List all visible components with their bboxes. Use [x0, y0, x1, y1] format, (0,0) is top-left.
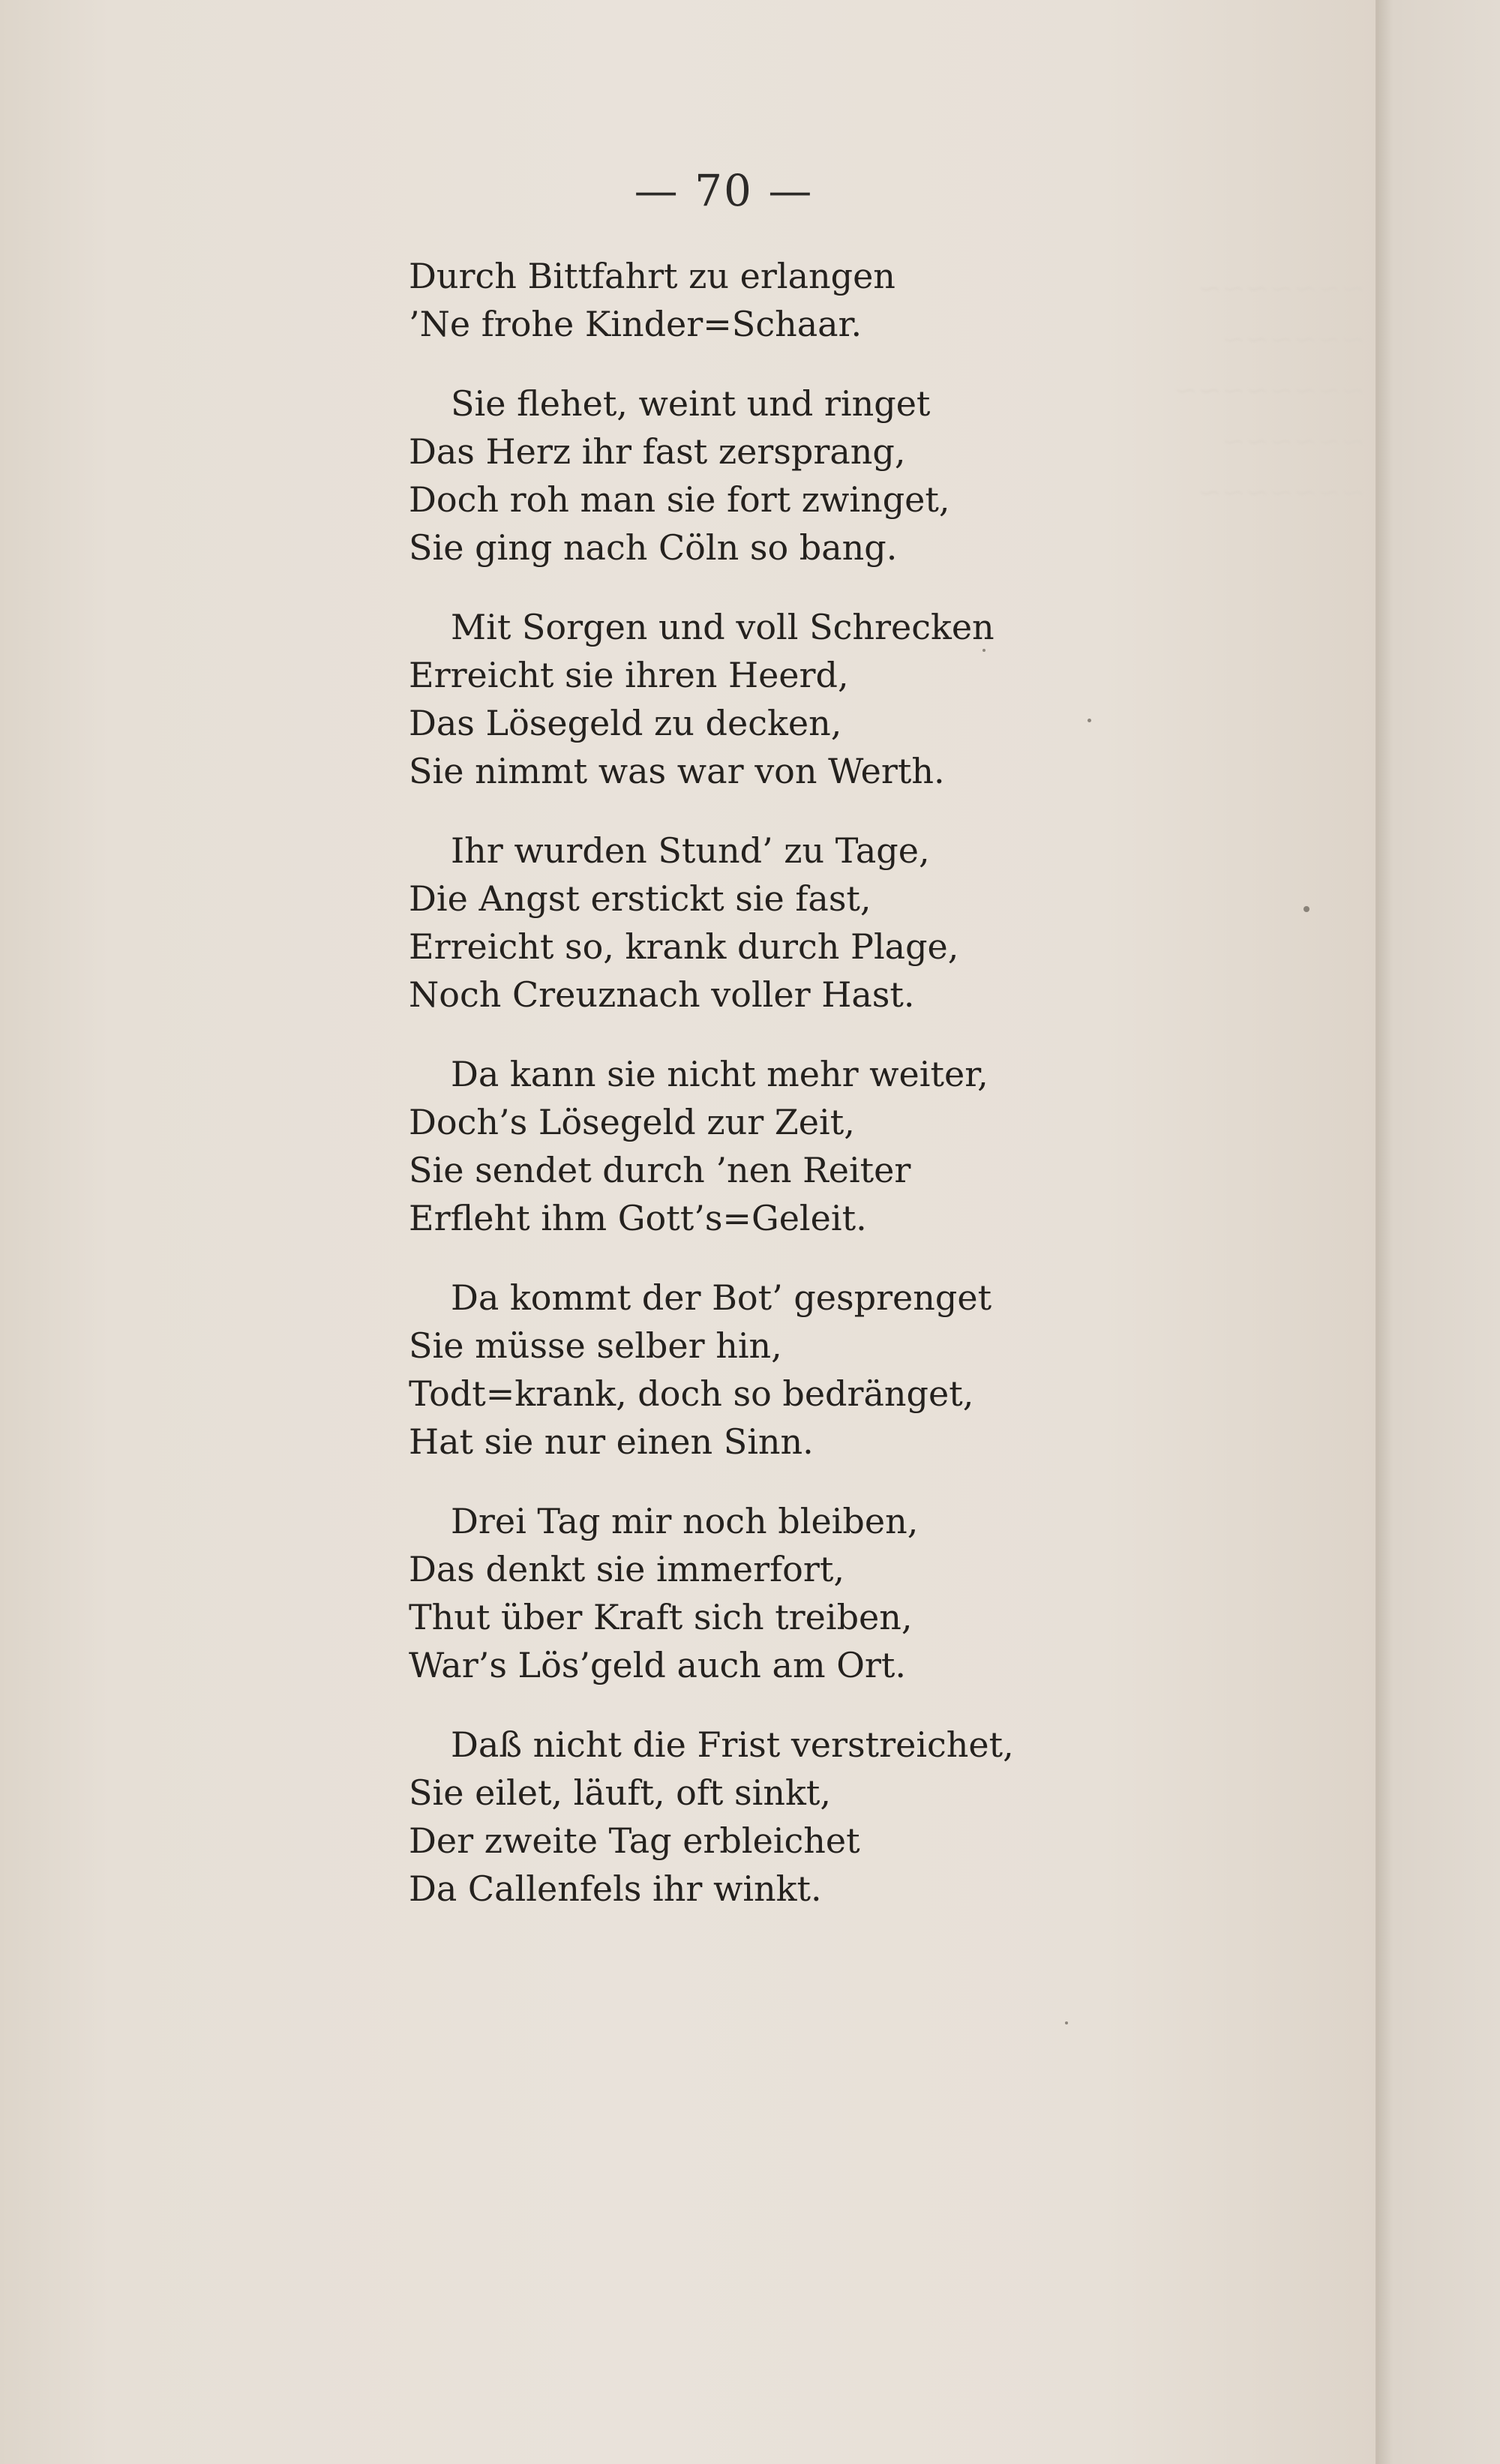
poem-line: Mit Sorgen und voll Schrecken: [451, 607, 994, 647]
poem-line: Sie eilet, läuft, oft sinkt,: [409, 1772, 831, 1813]
poem-line: Das denkt sie immerfort,: [409, 1549, 844, 1589]
poem-line: Erreicht sie ihren Heerd,: [409, 655, 849, 695]
poem-line: Erfleht ihm Gott’s=Geleit.: [409, 1198, 867, 1238]
poem-line: Todt=krank, doch so bedränget,: [409, 1373, 974, 1414]
poem-line: Das Herz ihr fast zersprang,: [409, 431, 906, 472]
poem-line: Sie müsse selber hin,: [409, 1325, 782, 1366]
poem-line: Daß nicht die Frist verstreichet,: [451, 1724, 1014, 1765]
next-page-edge: [1378, 0, 1500, 2464]
poem-line: Durch Bittfahrt zu erlangen: [409, 256, 896, 296]
poem-line: Ihr wurden Stund’ zu Tage,: [451, 830, 930, 871]
poem-line: Da kann sie nicht mehr weiter,: [451, 1054, 988, 1094]
poem-line: Das Lösegeld zu decken,: [409, 703, 842, 743]
poem-line: Der zweite Tag erbleichet: [409, 1820, 860, 1861]
poem-line: Noch Creuznach voller Hast.: [409, 974, 915, 1015]
poem-line: Doch’s Lösegeld zur Zeit,: [409, 1102, 855, 1142]
stanza-2: [409, 380, 1309, 572]
poem-line: Die Angst erstickt sie fast,: [409, 878, 872, 919]
stanza-4: [409, 827, 1309, 1019]
paper-speck: [1065, 2021, 1068, 2024]
stanza-8: [409, 1721, 1309, 1913]
show-through-text: ~~~~~~~ ~~~~~~ ~~~~~~~~ ~~~~~~ ~~~~~~~: [1174, 272, 1365, 509]
stanza-1: [409, 252, 1309, 348]
paper-speck: [1304, 906, 1310, 912]
poem-line: Doch roh man sie fort zwinget,: [409, 479, 950, 520]
poem: [409, 252, 1309, 1944]
stanza-7: [409, 1497, 1309, 1689]
poem-line: ’Ne frohe Kinder=Schaar.: [409, 304, 862, 344]
poem-line: Drei Tag mir noch bleiben,: [451, 1501, 919, 1541]
poem-line: Thut über Kraft sich treiben,: [409, 1597, 913, 1637]
poem-line: Sie sendet durch ’nen Reiter: [409, 1150, 911, 1190]
paper-speck: [1088, 719, 1091, 722]
poem-line: Sie ging nach Cöln so bang.: [409, 527, 898, 568]
stanza-3: [409, 603, 1309, 795]
poem-line: Sie flehet, weint und ringet: [451, 383, 931, 424]
stanza-6: [409, 1274, 1309, 1466]
page-number: — 70 —: [634, 165, 814, 216]
poem-line: Da kommt der Bot’ gesprenget: [451, 1277, 992, 1318]
poem-line: Sie nimmt was war von Werth.: [409, 751, 945, 791]
poem-line: Hat sie nur einen Sinn.: [409, 1421, 814, 1462]
paper-speck: [982, 649, 986, 652]
stanza-5: [409, 1050, 1309, 1242]
poem-line: Da Callenfels ihr winkt.: [409, 1868, 822, 1909]
poem-line: War’s Lös’geld auch am Ort.: [409, 1645, 907, 1685]
poem-line: Erreicht so, krank durch Plage,: [409, 926, 959, 967]
